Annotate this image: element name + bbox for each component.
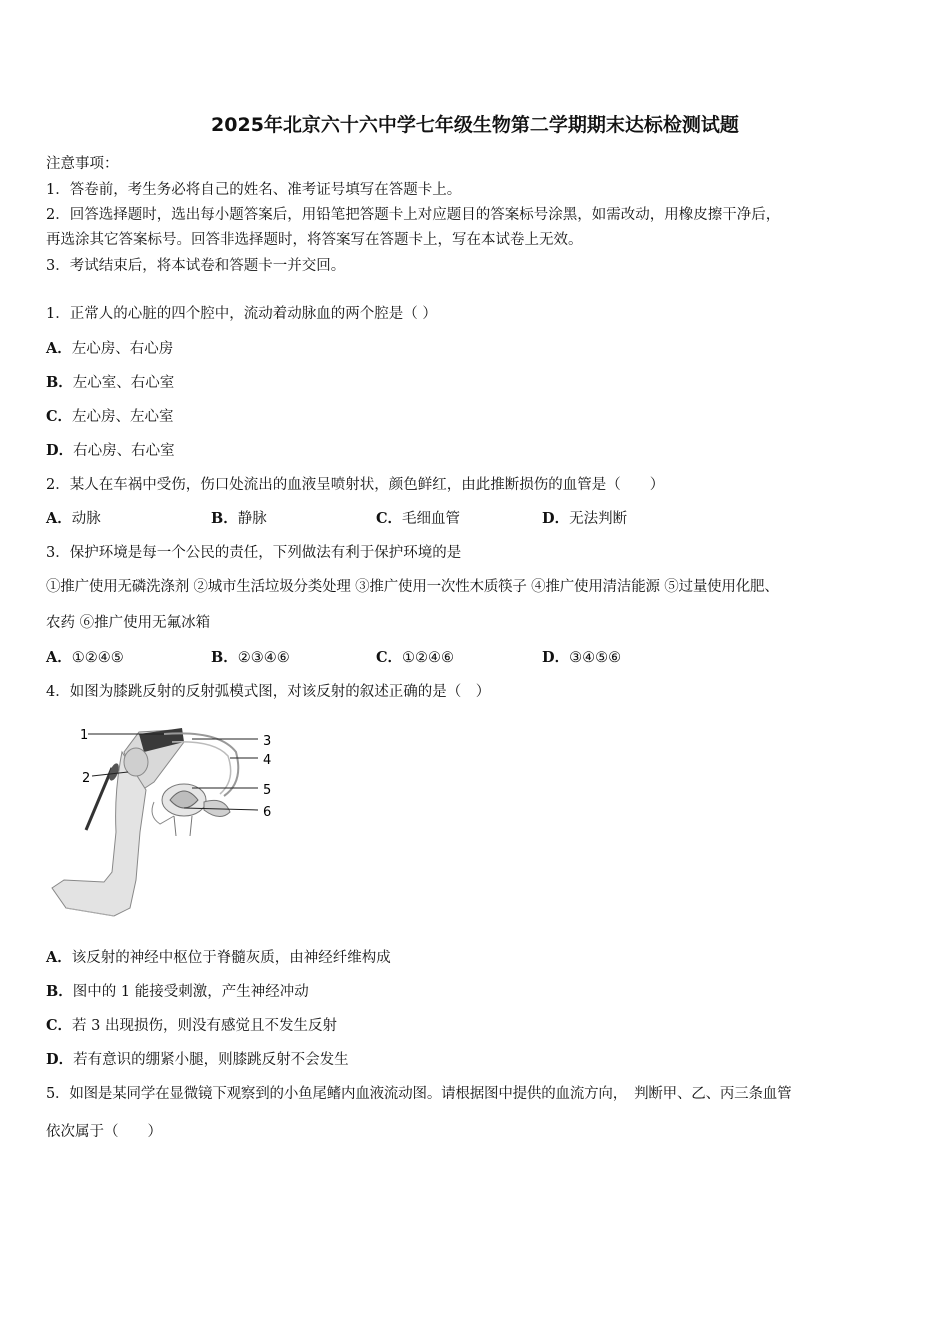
option-label: A． xyxy=(46,649,72,666)
question-3-option-a[interactable] xyxy=(46,646,124,667)
figure-label-2: 2 xyxy=(82,771,91,786)
question-3-stem: 3．保护环境是每一个公民的责任，下列做法有利于保护环境的是 xyxy=(46,545,462,561)
option-label: A． xyxy=(46,949,72,966)
question-4-option-b[interactable] xyxy=(46,980,309,1001)
figure-label-4: 4 xyxy=(263,753,272,768)
question-2-option-a[interactable] xyxy=(46,507,101,528)
option-text: 左心房、右心房 xyxy=(71,341,174,357)
question-5-stem-cont: 依次属于（ ） xyxy=(46,1124,162,1140)
question-3-option-d[interactable] xyxy=(542,646,621,667)
option-text: 静脉 xyxy=(237,511,267,527)
notice-item: 1．答卷前，考生务必将自己的姓名、准考证号填写在答题卡上。 xyxy=(46,182,462,198)
notice-item: 3．考试结束后，将本试卷和答题卡一并交回。 xyxy=(46,258,346,274)
question-3-option-c[interactable] xyxy=(376,646,454,667)
notice-heading: 注意事项： xyxy=(46,156,119,172)
question-1-stem: 1．正常人的心脏的四个腔中，流动着动脉血的两个腔是（ ） xyxy=(46,306,437,322)
option-label: D． xyxy=(542,649,570,666)
option-label: C． xyxy=(46,1017,73,1034)
notice-item: 2．回答选择题时，选出每小题答案后，用铅笔把答题卡上对应题目的答案标号涂黑，如需改动，用橡皮擦干净后， xyxy=(46,207,781,223)
figure-label-6: 6 xyxy=(263,805,272,820)
page-title: 2025年北京六十六中学七年级生物第二学期期末达标检测试题 xyxy=(211,114,739,136)
question-5-stem: 5．如图是某同学在显微镜下观察到的小鱼尾鳍内血液流动图。请根据图中提供的血流方向， 判断甲、乙、丙三条血管 xyxy=(46,1086,792,1102)
question-3-option-b[interactable] xyxy=(211,646,290,667)
option-text: ①②④⑤ xyxy=(71,650,124,666)
figure-label-3: 3 xyxy=(263,734,272,749)
question-2-option-d[interactable] xyxy=(542,507,627,528)
notice-item: 再选涂其它答案标号。回答非选择题时，将答案写在答题卡上，写在本试卷上无效。 xyxy=(46,232,583,248)
option-label: A． xyxy=(46,340,72,357)
option-label: B． xyxy=(46,374,73,391)
figure-label-1: 1 xyxy=(80,728,89,743)
option-label: D． xyxy=(542,510,570,527)
option-text: 右心房、右心室 xyxy=(73,443,175,459)
option-label: B． xyxy=(211,510,238,527)
option-label: A． xyxy=(46,510,72,527)
question-1-option-d[interactable] xyxy=(46,439,175,460)
question-3-statements-cont: 农药 ⑥推广使用无氟冰箱 xyxy=(46,615,211,631)
question-2-option-b[interactable] xyxy=(211,507,267,528)
option-text: 毛细血管 xyxy=(402,511,461,527)
reflex-arc-diagram xyxy=(44,712,284,924)
option-text: ③④⑤⑥ xyxy=(569,650,622,666)
question-4-option-d[interactable] xyxy=(46,1048,349,1069)
option-text: 该反射的神经中枢位于脊髓灰质，由神经纤维构成 xyxy=(71,950,391,966)
figure-label-5: 5 xyxy=(263,783,272,798)
option-text: 动脉 xyxy=(71,511,101,527)
option-label: B． xyxy=(46,983,73,1000)
option-text: 若有意识的绷紧小腿，则膝跳反射不会发生 xyxy=(73,1052,349,1068)
question-4-stem: 4．如图为膝跳反射的反射弧模式图，对该反射的叙述正确的是（ ） xyxy=(46,684,491,700)
option-text: ①②④⑥ xyxy=(402,650,455,666)
question-2-stem: 2．某人在车祸中受伤，伤口处流出的血液呈喷射状，颜色鲜红，由此推断损伤的血管是（ ） xyxy=(46,477,665,493)
option-label: C． xyxy=(46,408,73,425)
option-label: C． xyxy=(376,649,403,666)
question-1-option-c[interactable] xyxy=(46,405,174,426)
option-text: 左心室、右心室 xyxy=(72,375,175,391)
option-label: B． xyxy=(211,649,238,666)
option-text: 图中的 1 能接受刺激，产生神经冲动 xyxy=(72,984,309,1000)
option-label: D． xyxy=(46,1051,74,1068)
option-text: 无法判断 xyxy=(569,511,628,527)
question-2-option-c[interactable] xyxy=(376,507,460,528)
option-label: D． xyxy=(46,442,74,459)
option-label: C． xyxy=(376,510,403,527)
question-1-option-a[interactable] xyxy=(46,337,173,358)
question-1-option-b[interactable] xyxy=(46,371,174,392)
option-text: 若 3 出现损伤，则没有感觉且不发生反射 xyxy=(72,1018,337,1034)
option-text: ②③④⑥ xyxy=(237,650,290,666)
option-text: 左心房、左心室 xyxy=(72,409,174,425)
knee-jerk-reflex-figure xyxy=(44,712,284,924)
question-4-option-a[interactable] xyxy=(46,946,391,967)
question-4-option-c[interactable] xyxy=(46,1014,337,1035)
question-3-statements: ①推广使用无磷洗涤剂 ②城市生活垃圾分类处理 ③推广使用一次性木质筷子 ④推广使用清洁能源 ⑤过量使用化肥、 xyxy=(46,579,779,595)
